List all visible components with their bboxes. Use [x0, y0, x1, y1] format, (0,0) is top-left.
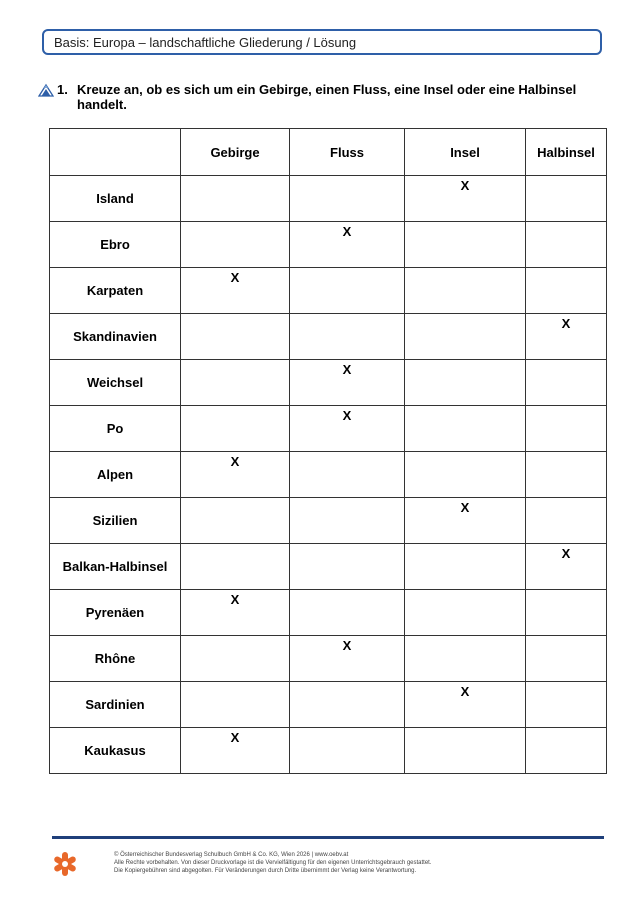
answer-cell	[290, 544, 405, 590]
answer-cell	[405, 314, 526, 360]
row-label: Kaukasus	[84, 743, 146, 758]
cross-mark: X	[230, 270, 240, 285]
row-label-cell	[50, 544, 181, 590]
answer-cell	[181, 728, 290, 774]
answer-cell	[405, 636, 526, 682]
answer-cell	[405, 452, 526, 498]
answer-cell	[290, 590, 405, 636]
answer-cell	[290, 314, 405, 360]
answer-cell	[405, 360, 526, 406]
cross-mark: X	[230, 454, 240, 469]
task-number: 1.	[57, 82, 68, 97]
row-label-cell	[50, 176, 181, 222]
answer-cell	[405, 406, 526, 452]
answer-cell	[526, 406, 607, 452]
row-label-cell	[50, 268, 181, 314]
answer-cell	[290, 176, 405, 222]
header-box	[42, 29, 602, 55]
footer-line-1: © Österreichischer Bundesverlag Schulbuch GmbH & Co. KG, Wien 2026 | www.oebv.at	[114, 852, 349, 858]
row-label-cell	[50, 636, 181, 682]
row-label-cell	[50, 314, 181, 360]
answer-cell	[181, 268, 290, 314]
column-header: Gebirge	[181, 129, 290, 176]
row-label: Weichsel	[86, 375, 144, 390]
answer-cell	[290, 498, 405, 544]
task-instruction	[38, 82, 598, 112]
table-row	[50, 222, 607, 268]
answer-cell	[181, 590, 290, 636]
column-header	[50, 129, 181, 176]
answer-cell	[526, 314, 607, 360]
table-row	[50, 498, 607, 544]
answer-cell	[526, 452, 607, 498]
answer-cell	[405, 728, 526, 774]
footer-divider	[52, 836, 604, 839]
row-label: Alpen	[96, 467, 134, 482]
cross-mark: X	[230, 592, 240, 607]
answer-cell	[526, 498, 607, 544]
publisher-logo-icon	[52, 851, 78, 877]
row-label-cell	[50, 590, 181, 636]
row-label: Sizilien	[92, 513, 138, 528]
answer-cell	[526, 360, 607, 406]
cross-mark: X	[342, 408, 352, 423]
answer-cell	[181, 406, 290, 452]
answer-cell	[526, 590, 607, 636]
answer-cell	[526, 176, 607, 222]
cross-mark: X	[460, 178, 470, 193]
answer-cell	[405, 544, 526, 590]
answer-cell	[181, 682, 290, 728]
row-label-cell	[50, 682, 181, 728]
table-header-row	[50, 129, 607, 176]
answer-cell	[405, 498, 526, 544]
cross-mark: X	[342, 638, 352, 653]
cross-mark: X	[230, 730, 240, 745]
row-label-cell	[50, 498, 181, 544]
table-row	[50, 360, 607, 406]
table-body	[50, 176, 607, 774]
table-row	[50, 406, 607, 452]
row-label: Rhône	[94, 651, 136, 666]
answer-cell	[290, 268, 405, 314]
column-header: Fluss	[290, 129, 405, 176]
answer-cell	[405, 268, 526, 314]
page-title: Basis: Europa – landschaftliche Gliederung / Lösung	[54, 34, 357, 50]
answer-cell	[290, 452, 405, 498]
answer-cell	[181, 176, 290, 222]
row-label: Island	[96, 191, 134, 206]
answer-cell	[290, 360, 405, 406]
row-label: Skandinavien	[73, 329, 157, 344]
row-label-cell	[50, 222, 181, 268]
answer-cell	[181, 544, 290, 590]
row-label: Balkan-Halbinsel	[62, 559, 168, 574]
row-label-cell	[50, 360, 181, 406]
column-header: Insel	[405, 129, 526, 176]
answer-cell	[290, 682, 405, 728]
table-row	[50, 268, 607, 314]
answer-cell	[181, 360, 290, 406]
table-row	[50, 682, 607, 728]
table-row	[50, 636, 607, 682]
column-header: Halbinsel	[526, 129, 607, 176]
footer-copyright	[114, 851, 432, 875]
row-label-cell	[50, 452, 181, 498]
answer-cell	[405, 682, 526, 728]
row-label: Ebro	[100, 237, 130, 252]
table-row	[50, 176, 607, 222]
cross-mark: X	[342, 362, 352, 377]
answer-cell	[526, 728, 607, 774]
answer-cell	[181, 314, 290, 360]
row-label: Karpaten	[86, 283, 144, 298]
cross-mark: X	[561, 316, 571, 331]
mountain-level-icon	[38, 83, 54, 97]
table-row	[50, 544, 607, 590]
table-row	[50, 452, 607, 498]
table-row	[50, 590, 607, 636]
answer-cell	[290, 406, 405, 452]
answer-cell	[290, 636, 405, 682]
answer-cell	[405, 222, 526, 268]
row-label: Sardinien	[85, 697, 145, 712]
answer-cell	[526, 544, 607, 590]
table-row	[50, 728, 607, 774]
answer-cell	[405, 176, 526, 222]
classification-table	[49, 128, 607, 774]
row-label: Po	[106, 421, 124, 436]
answer-cell	[526, 636, 607, 682]
cross-mark: X	[342, 224, 352, 239]
answer-cell	[526, 682, 607, 728]
answer-cell	[181, 636, 290, 682]
answer-cell	[181, 452, 290, 498]
table-row	[50, 314, 607, 360]
answer-cell	[181, 222, 290, 268]
answer-cell	[290, 728, 405, 774]
cross-mark: X	[460, 684, 470, 699]
footer-line-3: Die Kopiergebühren sind abgegolten. Für Veränderungen durch Dritte übernimmt der Verlag keine Verantwortung.	[114, 868, 417, 874]
answer-cell	[526, 268, 607, 314]
answer-cell	[290, 222, 405, 268]
cross-mark: X	[561, 546, 571, 561]
answer-cell	[181, 498, 290, 544]
row-label-cell	[50, 406, 181, 452]
footer-line-2: Alle Rechte vorbehalten. Von dieser Druckvorlage ist die Vervielfältigung für den eigenen Unterrichtsgebrauch gestattet.	[114, 860, 432, 866]
answer-cell	[405, 590, 526, 636]
answer-cell	[526, 222, 607, 268]
cross-mark: X	[460, 500, 470, 515]
row-label: Pyrenäen	[85, 605, 145, 620]
task-text: Kreuze an, ob es sich um ein Gebirge, einen Fluss, eine Insel oder eine Halbinsel handelt.	[77, 82, 577, 112]
row-label-cell	[50, 728, 181, 774]
